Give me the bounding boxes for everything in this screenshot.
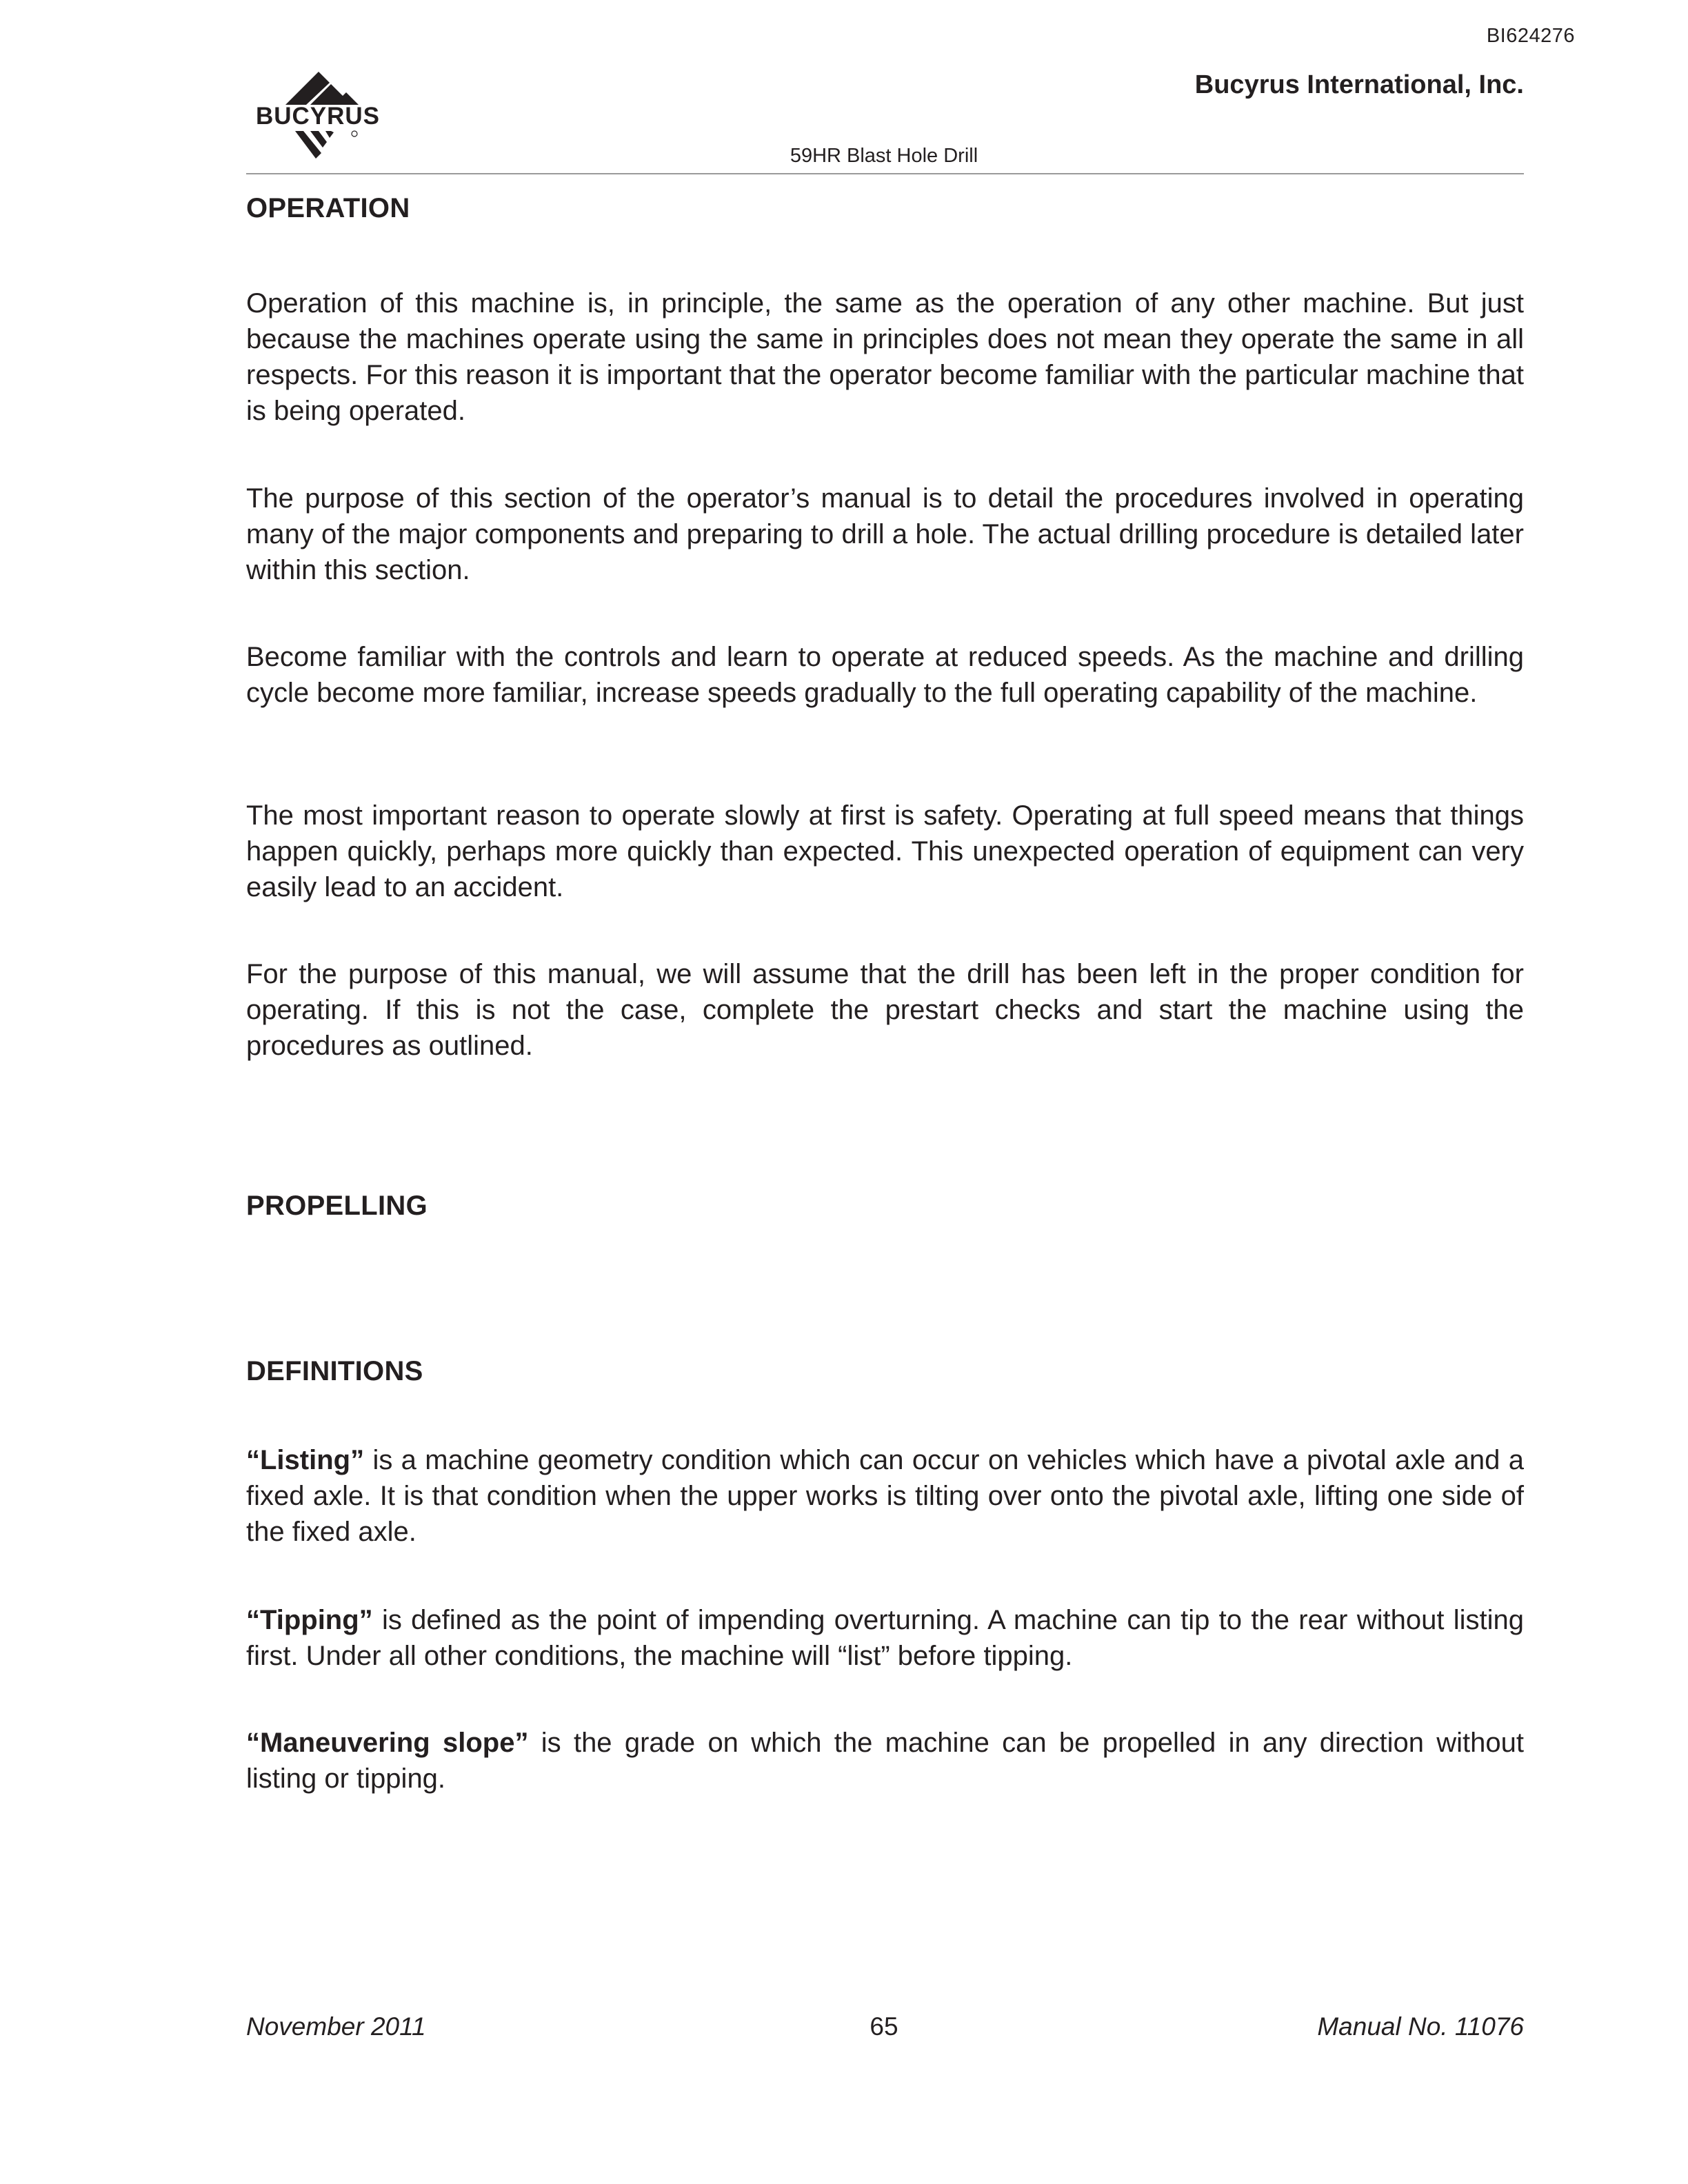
footer-date: November 2011 bbox=[246, 2012, 426, 2041]
definition-term: “Listing” bbox=[246, 1445, 365, 1475]
operation-paragraph-2: The purpose of this section of the operator’s manual is to detail the procedures involved in operating many of the major components and preparing to drill a hole. The actual drilling procedure is detailed later within this section. bbox=[246, 483, 1524, 585]
document-title: 59HR Blast Hole Drill bbox=[790, 145, 978, 167]
definition-listing bbox=[246, 1442, 1524, 1550]
operation-paragraph-1: Operation of this machine is, in principle, the same as the operation of any other machine. But just because the machines operate using the same in principles does not mean they operate the same in all respects. For this reason it is important that the operator become familiar with the particular machine that is being operated. bbox=[246, 288, 1524, 426]
definition-maneuvering-slope bbox=[246, 1725, 1524, 1797]
propelling-heading: PROPELLING bbox=[246, 1191, 428, 1221]
definition-term: “Maneuvering slope” bbox=[246, 1728, 529, 1758]
footer-page-number: 65 bbox=[870, 2012, 898, 2041]
definition-text: is the grade on which the machine can be propelled in any direction without listing or tipping. bbox=[246, 1728, 1524, 1794]
document-id: BI624276 bbox=[1486, 25, 1575, 47]
definition-text: is a machine geometry condition which can occur on vehicles which have a pivotal axle and a fixed axle. It is that condition when the upper works is tilting over onto the pivotal axle, lifting one side of the fixed axle. bbox=[246, 1445, 1524, 1547]
svg-text:BUCYRUS: BUCYRUS bbox=[255, 103, 381, 130]
definition-tipping bbox=[246, 1602, 1524, 1674]
definition-text: is defined as the point of impending overturning. A machine can tip to the rear without listing first. Under all other conditions, the machine will “list” before tipping. bbox=[246, 1605, 1524, 1671]
operation-paragraph-3: Become familiar with the controls and learn to operate at reduced speeds. As the machine and drilling cycle become more familiar, increase speeds gradually to the full operating capability of the machine. bbox=[246, 642, 1524, 708]
footer-manual-number: Manual No. 11076 bbox=[1317, 2012, 1524, 2041]
definition-term: “Tipping” bbox=[246, 1605, 373, 1635]
operation-heading: OPERATION bbox=[246, 193, 410, 223]
operation-paragraph-5: For the purpose of this manual, we will assume that the drill has been left in the proper condition for operating. If this is not the case, complete the prestart checks and start the machine using the procedures as outlined. bbox=[246, 959, 1524, 1061]
operation-paragraph-4: The most important reason to operate slowly at first is safety. Operating at full speed means that things happen quickly, perhaps more quickly than expected. This unexpected operation of equipment can very easily lead to an accident. bbox=[246, 800, 1524, 902]
company-name: Bucyrus International, Inc. bbox=[1194, 70, 1524, 99]
header-rule bbox=[246, 173, 1524, 174]
definitions-heading: DEFINITIONS bbox=[246, 1356, 423, 1386]
